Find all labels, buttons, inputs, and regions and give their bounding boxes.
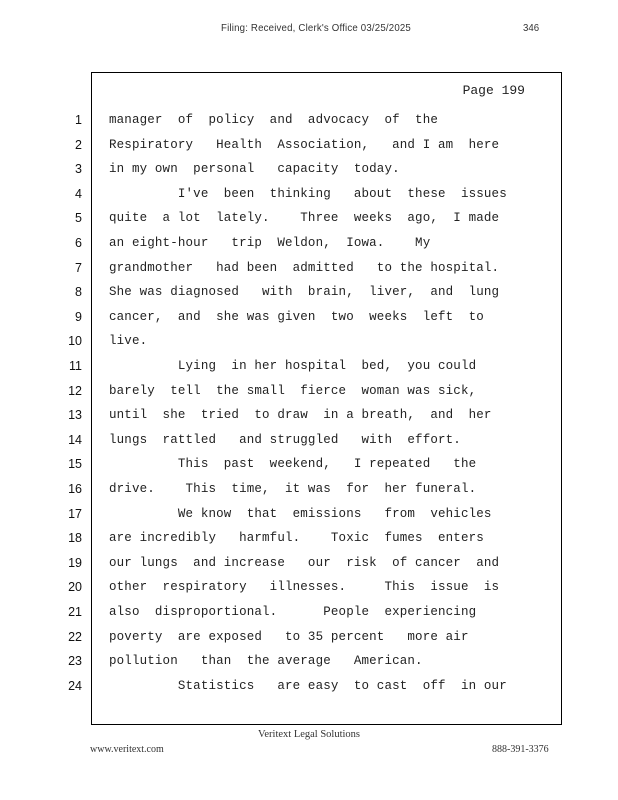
page-label: Page 199 bbox=[462, 83, 525, 98]
transcript-line: I've been thinking about these issues bbox=[109, 186, 507, 201]
transcript-line: pollution than the average American. bbox=[109, 654, 423, 669]
line-number: 7 bbox=[75, 260, 82, 275]
line-number: 20 bbox=[68, 580, 82, 595]
line-number: 10 bbox=[68, 334, 82, 349]
line-number: 24 bbox=[68, 678, 82, 693]
line-number: 11 bbox=[69, 359, 82, 373]
line-number: 1 bbox=[75, 113, 82, 127]
transcript-line: She was diagnosed with brain, liver, and lung bbox=[109, 285, 500, 300]
line-number: 15 bbox=[68, 457, 82, 472]
line-number: 12 bbox=[68, 383, 82, 398]
filing-page-number: 346 bbox=[523, 22, 540, 34]
line-number: 4 bbox=[75, 186, 82, 201]
transcript-line: Statistics are easy to cast off in our bbox=[109, 678, 507, 693]
line-number: 9 bbox=[75, 309, 82, 324]
line-number: 14 bbox=[68, 432, 82, 447]
transcript-line: are incredibly harmful. Toxic fumes enters bbox=[109, 531, 484, 546]
transcript-line: an eight-hour trip Weldon, Iowa. My bbox=[109, 236, 431, 250]
line-number: 22 bbox=[68, 629, 82, 644]
transcript-line: Lying in her hospital bed, you could bbox=[109, 359, 477, 373]
line-number: 3 bbox=[75, 162, 82, 177]
transcript-line: manager of policy and advocacy of the bbox=[109, 113, 439, 127]
transcript-line: Respiratory Health Association, and I am here bbox=[109, 137, 500, 152]
transcript-line: other respiratory illnesses. This issue is bbox=[109, 580, 500, 595]
transcript-line: cancer, and she was given two weeks left to bbox=[109, 309, 484, 324]
line-number: 19 bbox=[68, 555, 82, 570]
transcript-line: our lungs and increase our risk of cancer and bbox=[109, 555, 500, 570]
transcript-line: barely tell the small fierce woman was sick, bbox=[109, 383, 477, 398]
line-number: 23 bbox=[68, 654, 82, 669]
line-number: 6 bbox=[75, 236, 82, 250]
footer-company: Veritext Legal Solutions bbox=[257, 729, 361, 740]
footer-phone: 888-391-3376 bbox=[492, 744, 549, 755]
transcript-line: live. bbox=[109, 334, 148, 349]
line-number: 8 bbox=[75, 285, 82, 300]
transcript-line: lungs rattled and struggled with effort. bbox=[109, 432, 461, 447]
line-number: 21 bbox=[68, 605, 82, 619]
line-number: 5 bbox=[75, 211, 82, 226]
transcript-line: poverty are exposed to 35 percent more air bbox=[109, 629, 469, 644]
line-number: 13 bbox=[68, 408, 82, 423]
filing-header bbox=[0, 22, 618, 38]
transcript-line: drive. This time, it was for her funeral. bbox=[109, 482, 477, 496]
transcript-line: grandmother had been admitted to the hospital. bbox=[109, 260, 500, 275]
line-number: 2 bbox=[75, 137, 82, 152]
line-number: 18 bbox=[68, 531, 82, 546]
transcript-line: until she tried to draw in a breath, and her bbox=[109, 408, 492, 423]
transcript-line: in my own personal capacity today. bbox=[109, 162, 400, 177]
transcript-line: This past weekend, I repeated the bbox=[109, 457, 477, 472]
footer-website: www.veritext.com bbox=[90, 744, 164, 755]
line-number: 17 bbox=[68, 506, 82, 521]
transcript-line: quite a lot lately. Three weeks ago, I made bbox=[109, 211, 500, 226]
line-number: 16 bbox=[68, 482, 82, 496]
filing-stamp: Filing: Received, Clerk's Office 03/25/2025 bbox=[221, 22, 411, 34]
transcript-line: We know that emissions from vehicles bbox=[109, 506, 492, 521]
transcript-line: also disproportional. People experiencing bbox=[109, 605, 477, 619]
